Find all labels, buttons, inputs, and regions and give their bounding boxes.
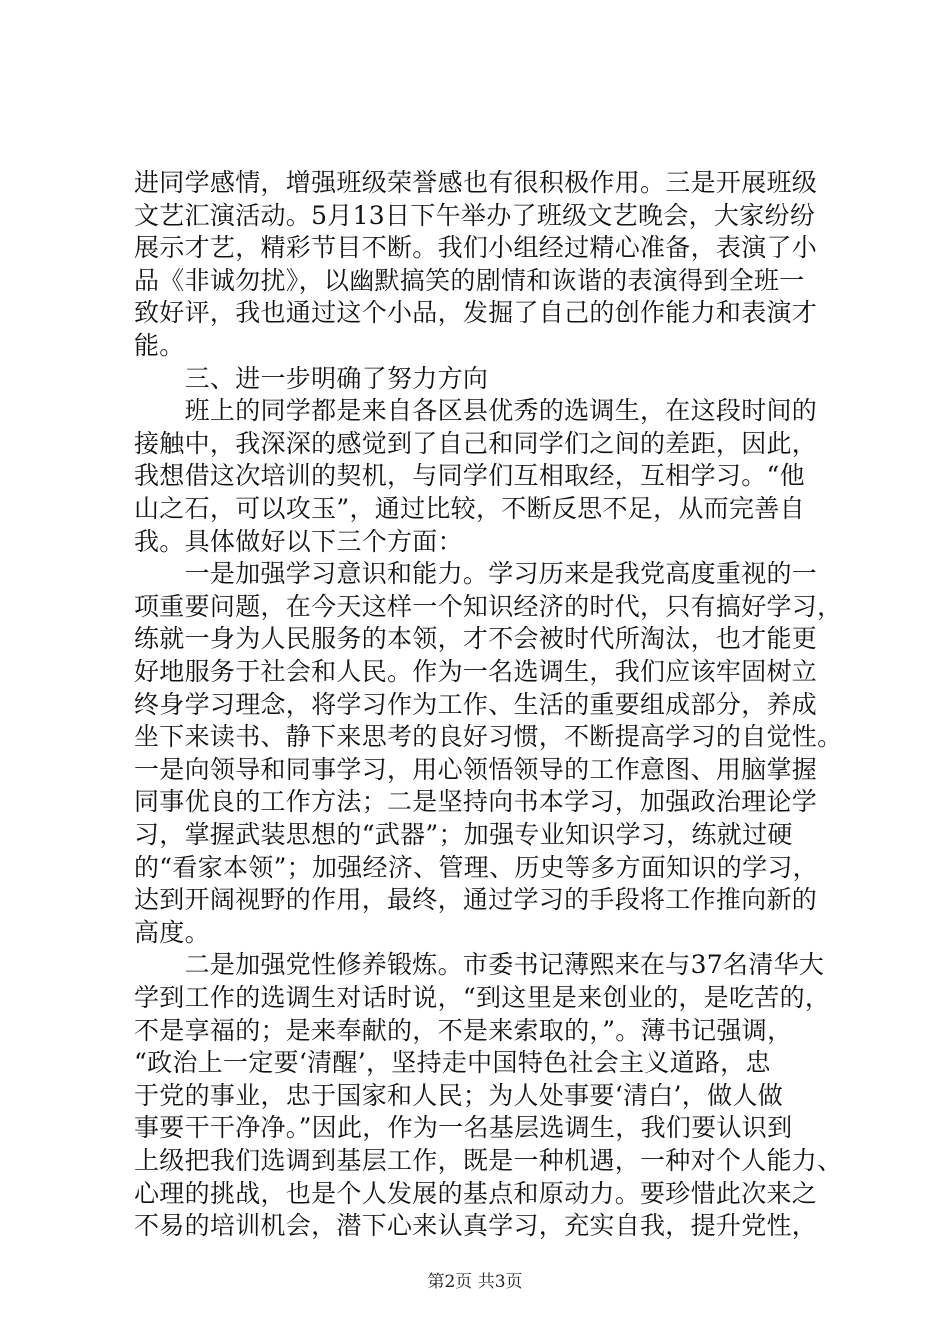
text-line: 的“看家本领”；加强经济、管理、历史等多方面知识的学习， [134, 852, 818, 882]
text-line: 项重要问题，在今天这样一个知识经济的时代，只有搞好学习， [134, 591, 843, 621]
text-line: 品《非诚勿扰》，以幽默搞笑的剧情和诙谐的表演得到全班一 [134, 265, 805, 295]
text-line: 班上的同学都是来自各区县优秀的选调生，在这段时间的 [134, 396, 818, 426]
text-line: 习，掌握武装思想的“武器”；加强专业知识学习，练就过硬 [134, 820, 793, 849]
text-line: “政治上一定要‘清醒’，坚持走中国特色社会主义道路，忠 [134, 1048, 771, 1078]
text-line: 进同学感情，增强班级荣誉感也有很积极作用。三是开展班级 [134, 168, 818, 197]
text-line: 终身学习理念，将学习作为工作、生活的重要组成部分，养成 [134, 689, 818, 719]
text-line: 山之石，可以攻玉”，通过比较，不断反思不足，从而完善自 [134, 494, 805, 523]
text-line: 心理的挑战，也是个人发展的基点和原动力。要珍惜此次来之 [134, 1178, 818, 1208]
text-line: 坐下来读书、静下来思考的良好习惯，不断提高学习的自觉性。 [134, 722, 843, 752]
text-line: 达到开阔视野的作用，最终，通过学习的手段将工作推向新的 [134, 885, 818, 915]
text-line: 我。具体做好以下三个方面： [134, 526, 463, 556]
text-line: 二是加强党性修养锻炼。市委书记薄熙来在与37名清华大 [134, 950, 825, 980]
text-line: 展示才艺，精彩节目不断。我们小组经过精心准备，表演了小 [134, 233, 818, 263]
text-line: 不是享福的；是来奉献的，不是来索取的，”。薄书记强调， [134, 1015, 793, 1045]
page-footer: 第2页 共3页 [427, 1272, 523, 1292]
text-line: 好地服务于社会和人民。作为一名选调生，我们应该牢固树立 [134, 657, 818, 686]
text-line: 致好评，我也通过这个小品，发掘了自己的创作能力和表演才 [134, 298, 818, 328]
text-line: 高度。 [134, 917, 210, 947]
text-line: 不易的培训机会，潜下心来认真学习，充实自我，提升党性， [134, 1211, 818, 1241]
text-line: 能。 [134, 331, 185, 360]
section-heading: 三、进一步明确了努力方向 [134, 363, 489, 393]
text-line: 上级把我们选调到基层工作，既是一种机遇，一种对个人能力、 [134, 1146, 843, 1175]
text-line: 文艺汇演活动。5月13日下午举办了班级文艺晚会，大家纷纷 [134, 200, 816, 230]
text-line: 我想借这次培训的契机，与同学们互相取经，互相学习。“他 [134, 461, 805, 491]
text-line: 学到工作的选调生对话时说，“到这里是来创业的，是吃苦的， [134, 983, 831, 1012]
text-line: 一是加强学习意识和能力。学习历来是我党高度重视的一 [134, 559, 818, 589]
text-line: 练就一身为人民服务的本领，才不会被时代所淘汰，也才能更 [134, 624, 818, 654]
text-line: 于党的事业，忠于国家和人民；为人处事要‘清白’，做人做 [134, 1080, 783, 1110]
text-line: 事要干干净净。”因此，作为一名基层选调生，我们要认识到 [134, 1113, 793, 1143]
text-line: 接触中，我深深的感觉到了自己和同学们之间的差距，因此， [134, 428, 818, 458]
text-line: 同事优良的工作方法；二是坚持向书本学习，加强政治理论学 [134, 787, 818, 817]
text-line: 一是向领导和同事学习，用心领悟领导的工作意图、用脑掌握 [134, 754, 818, 784]
